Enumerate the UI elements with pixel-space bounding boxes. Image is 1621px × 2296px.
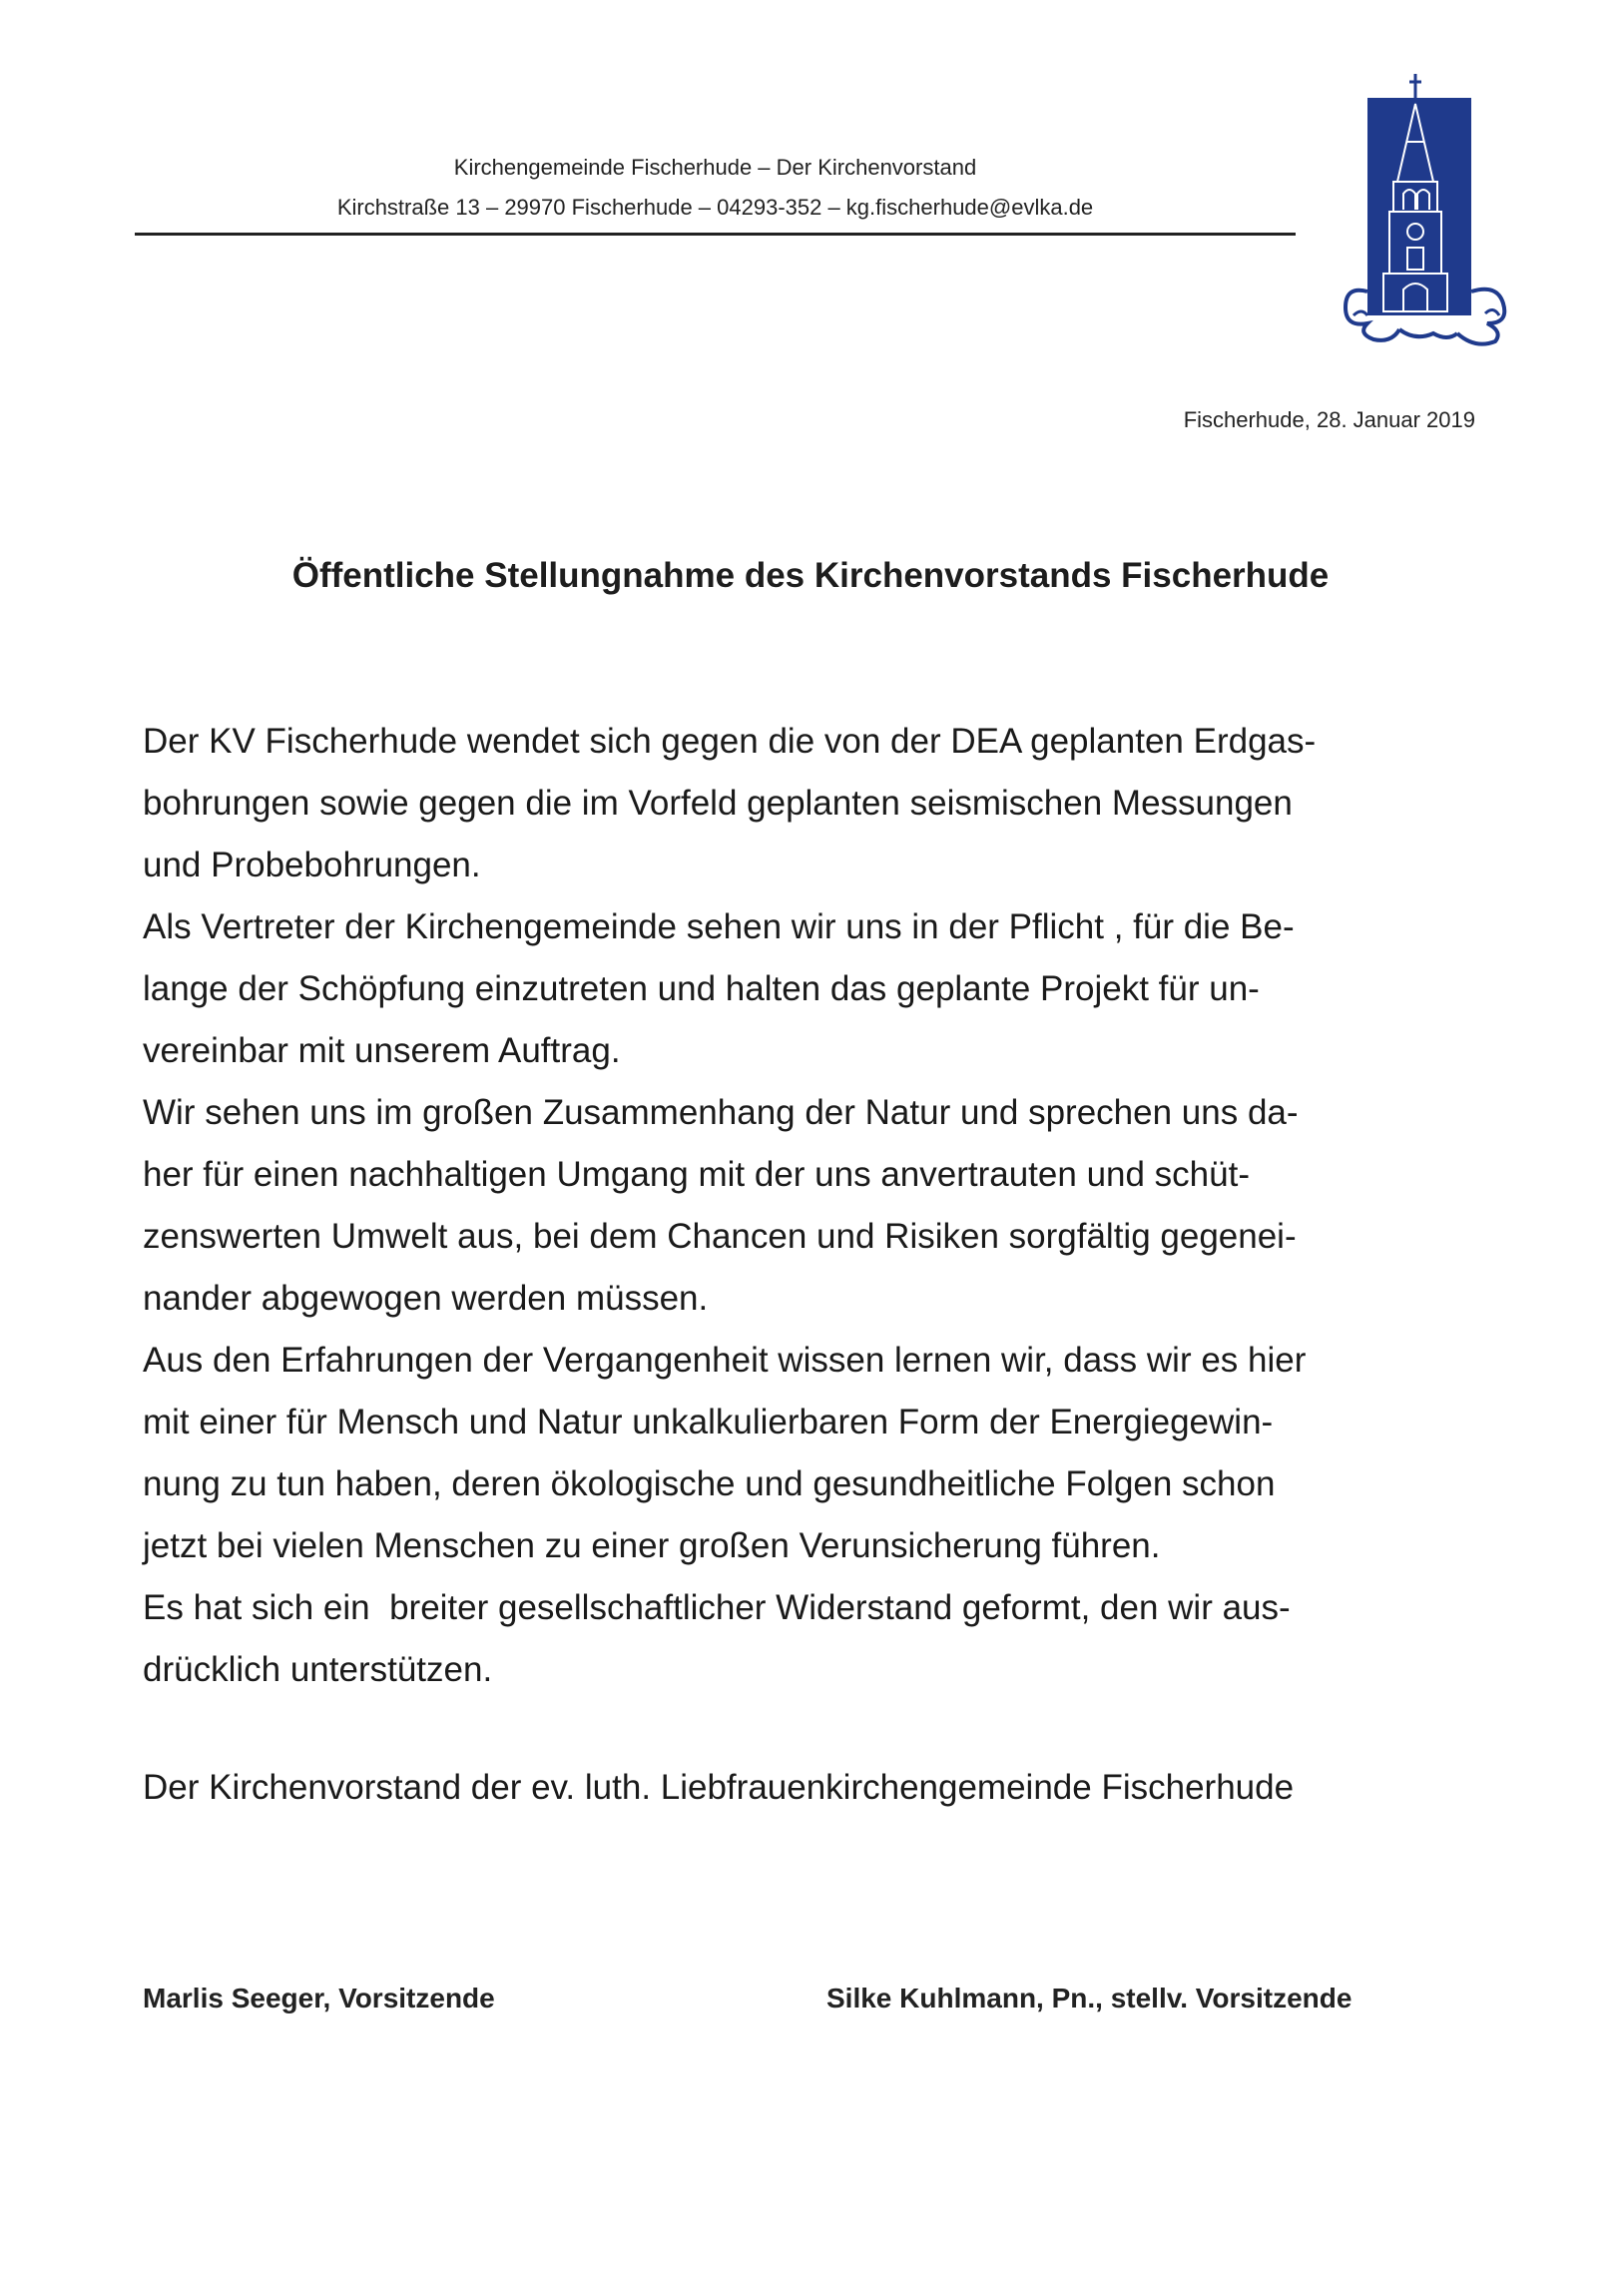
body-line: Als Vertreter der Kirchengemeinde sehen wir uns in der Pflicht , für die Be- [143,907,1295,946]
body-line: Wir sehen uns im großen Zusammenhang der Natur und sprechen uns da- [143,1093,1299,1132]
letter-date: Fischerhude, 28. Januar 2019 [1183,407,1475,432]
body-line: Der KV Fischerhude wendet sich gegen die von der DEA geplanten Erdgas- [143,722,1317,761]
letterhead-organization: Kirchengemeinde Fischerhude – Der Kirchenvorstand [453,155,977,180]
letterhead-contact: Kirchstraße 13 – 29970 Fischerhude – 04293-352 – kg.fischerhude@evlka.de [336,195,1094,220]
body-line: und Probebohrungen. [143,846,481,884]
body-line: her für einen nachhaltigen Umgang mit der uns anvertrauten und schüt- [143,1155,1250,1194]
signature-chair: Marlis Seeger, Vorsitzende [143,1983,495,2013]
body-line: zenswerten Umwelt aus, bei dem Chancen und Risiken sorgfältig gegenei- [143,1217,1297,1256]
signature-vice-chair: Silke Kuhlmann, Pn., stellv. Vorsitzende [826,1983,1352,2013]
body-line: Aus den Erfahrungen der Vergangenheit wissen lernen wir, dass wir es hier [143,1341,1307,1380]
statement-body [143,711,1480,1701]
body-line: lange der Schöpfung einzutreten und halten das geplante Projekt für un- [143,969,1260,1008]
body-line: nander abgewogen werden müssen. [143,1279,709,1318]
body-line: jetzt bei vielen Menschen zu einer großen Verunsicherung führen. [143,1526,1161,1565]
closing-line: Der Kirchenvorstand der ev. luth. Liebfrauenkirchengemeinde Fischerhude [143,1768,1295,1807]
church-tower-seal-icon [1328,72,1527,351]
document-title: Öffentliche Stellungnahme des Kirchenvorstands Fischerhude [291,556,1330,595]
body-line: mit einer für Mensch und Natur unkalkulierbaren Form der Energiegewin- [143,1403,1274,1441]
body-line: drücklich unterstützen. [143,1650,493,1689]
body-line: Es hat sich ein breiter gesellschaftlicher Widerstand geformt, den wir aus- [143,1588,1291,1627]
body-line: vereinbar mit unserem Auftrag. [143,1031,621,1070]
body-line: bohrungen sowie gegen die im Vorfeld geplanten seismischen Messungen [143,784,1293,823]
letterhead [135,148,1296,228]
letterhead-divider [135,233,1296,236]
body-line: nung zu tun haben, deren ökologische und gesundheitliche Folgen schon [143,1464,1276,1503]
